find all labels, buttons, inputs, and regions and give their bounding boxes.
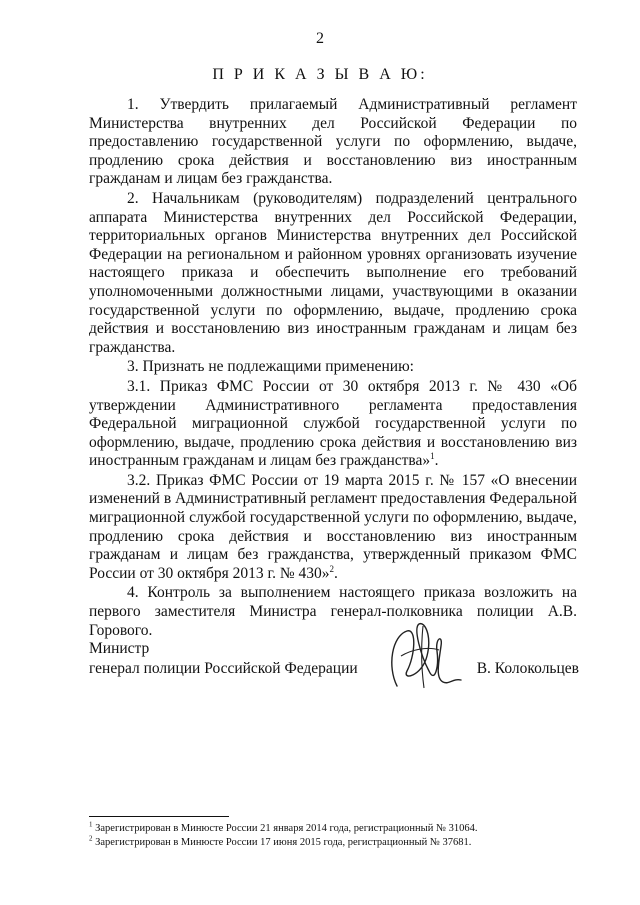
paragraph-1: 1. Утвердить прилагаемый Административный регламент Министерства внутренних дел Российской Федерации по предоставлению государственной услуги по оформлению, выдаче, продлению срока действия и восстановлению виз иностранным гражданам и лицам без гражданства. — [89, 96, 577, 188]
signer-name: В. Колокольцев — [476, 660, 579, 677]
footnotes — [89, 822, 589, 850]
footnote-ref-1: 1 — [430, 451, 435, 462]
order-body — [89, 96, 577, 641]
minister-rank: генерал полиции Российской Федерации — [89, 660, 358, 677]
footnote-2 — [89, 836, 589, 850]
minister-title: Министр — [89, 640, 150, 657]
paragraph-2: 2. Начальникам (руководителям) подразделений центрального аппарата Министерства внутренних дел Российской Федерации, территориальных органов Министерства внутренних дел Российской Федерации на региональном и районном уровнях организовать изучение настоящего приказа и обеспечить выполнение его требований уполномоченными должностными лицами, участвующими в оказании государственной услуги по оформлению, выдаче, продлению срока действия и восстановлению виз иностранным гражданам и лицам без гражданства. — [89, 189, 577, 356]
footnote-divider — [89, 816, 229, 817]
paragraph-4: 4. Контроль за выполнением настоящего приказа возложить на первого заместителя Министра генерал-полковника полиции А.В. Горового. — [89, 584, 577, 639]
handwritten-signature — [377, 616, 467, 696]
page-number: 2 — [316, 30, 324, 47]
footnote-ref-2: 2 — [329, 563, 334, 574]
paragraph-3-2: 3.2. Приказ ФМС России от 19 марта 2015 г. № 157 «О внесении изменений в Административный регламент предоставления Федеральной миграционной службой государственной услуги по оформлению, выдаче, продлению срока действия и восстановлению виз иностранным гражданам и лицам без гражданства, утвержденный приказом ФМС России от 30 октября 2013 г. № 430»$^2$. — [89, 471, 577, 582]
paragraph-3-2-text: 3.2. Приказ ФМС России от 19 марта 2015 г. № 157 «О внесении изменений в Административный регламент предоставления Федеральной миграционной службой государственной услуги по оформлению, выдаче, продлению срока действия и восстановлению виз иностранным гражданам и лицам без гражданства, утвержденный приказом ФМС России от 30 октября 2013 г. № 430» — [89, 471, 577, 582]
signature-block — [89, 616, 579, 706]
footnote-1-mark: 1 — [89, 820, 93, 829]
footnote-2-text: Зарегистрирован в Минюсте России 17 июня 2015 года, регистрационный № 37681. — [95, 837, 472, 848]
footnote-1 — [89, 822, 589, 836]
paragraph-3: 3. Признать не подлежащими применению: — [127, 358, 414, 376]
footnote-1-text: Зарегистрирован в Минюсте России 21 января 2014 года, регистрационный № 31064. — [95, 823, 478, 834]
paragraph-3-1: 3.1. Приказ ФМС России от 30 октября 2013 г. № 430 «Об утверждении Административного регламента предоставления Федеральной миграционной службой государственной услуги по оформлению, выдаче, продлению срока действия и восстановлению виз иностранным гражданам и лицам без гражданства»$^1$. — [89, 377, 577, 470]
footnote-2-mark: 2 — [89, 834, 93, 843]
paragraph-3-1-text: 3.1. Приказ ФМС России от 30 октября 2013 г. № 430 «Об утверждении Административного регламента предоставления Федеральной миграционной службой государственной услуги по оформлению, выдаче, продлению срока действия и восстановлению виз иностранным гражданам и лицам без гражданства» — [89, 377, 577, 470]
order-heading: П Р И К А З Ы В А Ю: — [212, 66, 428, 83]
